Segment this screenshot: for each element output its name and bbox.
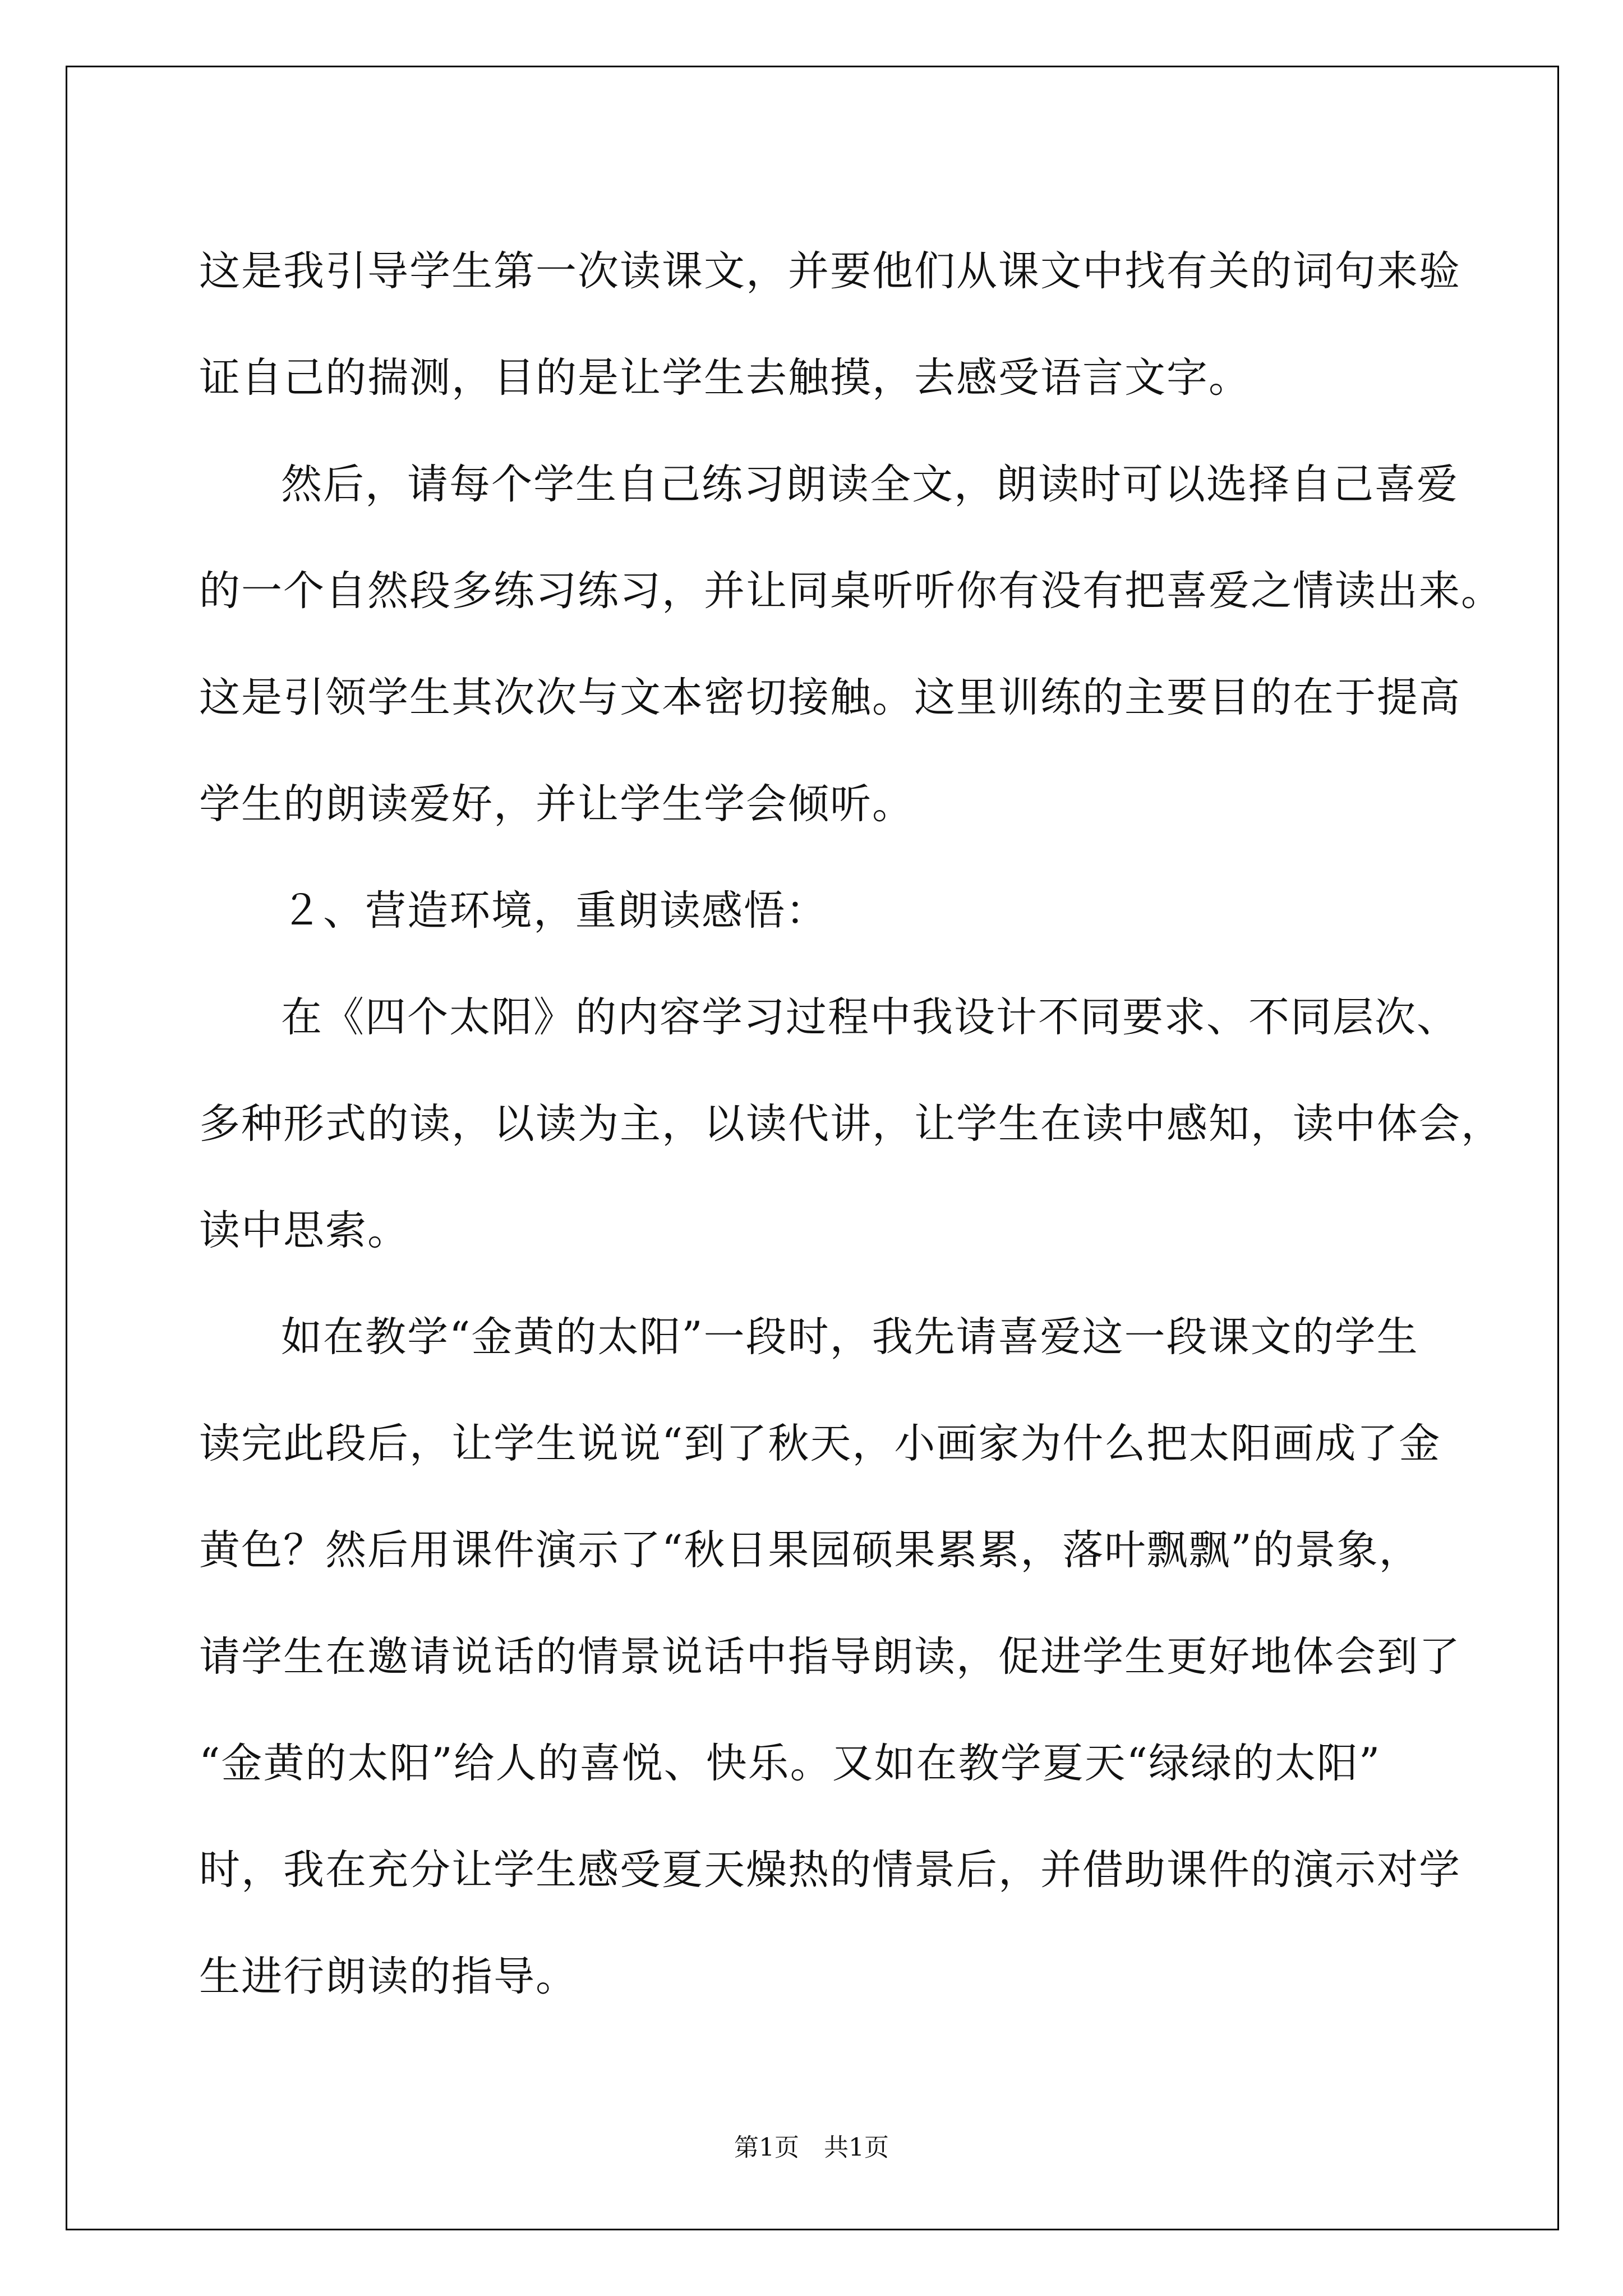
- text-line: 时，我在充分让学生感受夏天燥热的情景后，并借助课件的演示对学: [199, 1846, 1461, 1894]
- text-line: 多种形式的读，以读为主，以读代讲，让学生在读中感知，读中体会，: [199, 1100, 1503, 1148]
- text-line: 然后，请每个学生自己练习朗读全文，朗读时可以选择自己喜爱: [281, 461, 1459, 508]
- text-line: 读中思索。: [199, 1207, 409, 1254]
- section-heading: ２、营造环境，重朗读感悟：: [281, 887, 828, 935]
- page-number-footer: 第1页 共1页: [734, 2133, 889, 2162]
- text-line: 的一个自然段多练习练习，并让同桌听听你有没有把喜爱之情读出来。: [199, 567, 1503, 615]
- text-line: 学生的朗读爱好，并让学生学会倾听。: [199, 780, 914, 828]
- text-line: 证自己的揣测，目的是让学生去触摸，去感受语言文字。: [199, 354, 1251, 402]
- text-line: 如在教学“金黄的太阳”一段时，我先请喜爱这一段课文的学生: [281, 1313, 1419, 1361]
- text-line: 这是我引导学生第一次读课文，并要他们从课文中找有关的词句来验: [199, 247, 1461, 295]
- text-line: 这是引领学生其次次与文本密切接触。这里训练的主要目的在于提高: [199, 674, 1461, 721]
- text-line: 生进行朗读的指导。: [199, 1953, 578, 2000]
- document-body: [199, 218, 1503, 2030]
- text-line: “金黄的太阳”给人的喜悦、快乐。又如在教学夏天“绿绿的太阳”: [199, 1740, 1381, 1787]
- text-line: 在《四个太阳》的内容学习过程中我设计不同要求、不同层次、: [281, 993, 1459, 1041]
- text-line: 黄色？然后用课件演示了“秋日果园硕果累累，落叶飘飘”的景象，: [199, 1526, 1421, 1574]
- text-line: 读完此段后，让学生说说“到了秋天，小画家为什么把太阳画成了金: [199, 1420, 1441, 1467]
- text-line: 请学生在邀请说话的情景说话中指导朗读，促进学生更好地体会到了: [199, 1633, 1461, 1681]
